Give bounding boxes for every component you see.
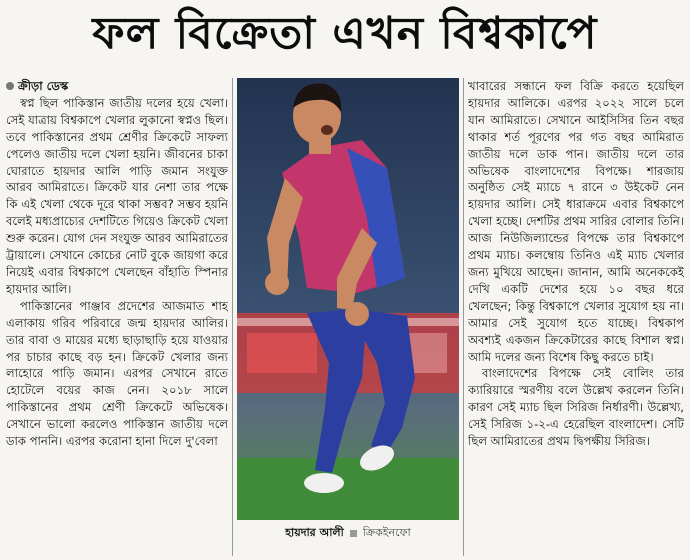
- byline-text: ক্রীড়া ডেস্ক: [18, 79, 69, 93]
- square-separator-icon: [350, 530, 357, 537]
- paragraph: বাংলাদেশের বিপক্ষে সেই বোলিং তার ক্যারিয়ারে স্মরণীয় বলে উল্লেখ করলেন তিনি। কারণ সেই ম্যাচ ছিল সিরিজ নির্ধারণী। উল্লেখ্য, সেই সিরিজ ১-২-এ হেরেছিল বাংলাদেশ। সেটি ছিল আমিরাতের প্রথম দ্বিপক্ষীয় সিরিজ।: [468, 366, 684, 449]
- byline: [6, 78, 228, 95]
- paragraph: খাবারের সন্ধানে ফল বিক্রি করতে হয়েছিল হায়দার আলিকে। এরপর ২০২২ সালে চলে যান আমিরাতে। সেখানে আইসিসির তিন বছর থাকার শর্ত পূরণের পর গত বছর আমিরাত জাতীয় দলে ডাক পান। জাতীয় দলে তার অভিষেক বাংলাদেশের বিপক্ষে। শারজায় অনুষ্ঠিত সেই ম্যাচে ৭ রানে ৩ উইকেট নেন হায়দার আলি। সেই ধারাক্রমে এবার বিশ্বকাপে খেলা হচ্ছে। দেশটির প্রথম সারির বোলার তিনি। আজ নিউজিল্যান্ডের বিপক্ষে তার বিশ্বকাপে প্রথম ম্যাচ। কলম্বোয় তিনিও এই ম্যাচ খেলার জন্য মুখিয়ে আছেন। জানান, আমি অনেককেই দেখি একটি দেশের হয়ে ১০ বছর ধরে খেলছেন; কিন্তু বিশ্বকাপে খেলার সুযোগ হয় না। আমার সেই সুযোগ হতে যাচ্ছে। বিশ্বকাপ অবশ্যই একজন ক্রিকেটারের কাছে বিশাল স্বপ্ন। আমি দলের জন্য বিশেষ কিছু করতে চাই।: [468, 79, 684, 364]
- paragraph: পাকিস্তানের পাঞ্জাব প্রদেশের আজমাত শাহ এলাকায় গরিব পরিবারে জন্ম হায়দার আলির। তার বাবা ও মায়ের মধ্যে ছাড়াছাড়ি হয়ে যাওয়ার পর চাচার কাছে বড় হন। ক্রিকেট খেলার জন্য লাহোরে পাড়ি জমান। এরপর সেখানে রাতে হোটেলে বয়ের কাজ নেন। ২০১৮ সালে পাকিস্তানের প্রথম শ্রেণী ক্রিকেটে অভিষেক। সেখানে ভালো করলেও পাকিস্তান জাতীয় দলে ডাক পাননি। এরপর করোনা হানা দিলে দু'বেলা: [6, 298, 228, 449]
- caption-name: হায়দার আলী: [285, 525, 344, 539]
- photo-caption: [237, 522, 459, 544]
- headline: ফল বিক্রেতা এখন বিশ্বকাপে: [92, 7, 598, 59]
- bullet-icon: [6, 82, 14, 90]
- article-column-left: [6, 78, 228, 556]
- article-column-right: [468, 78, 684, 556]
- caption-credit: ক্রিকইনফো: [362, 525, 411, 539]
- cricketer-bowling-image: [237, 78, 459, 520]
- player-photo: [237, 78, 459, 520]
- column-divider: [463, 78, 464, 556]
- paragraph: স্বপ্ন ছিল পাকিস্তান জাতীয় দলের হয়ে খেলা। সেই যাত্রায় বিশ্বকাপে খেলার লুকানো স্বপ্নও ছিল। তবে পাকিস্তানের প্রথম শ্রেণীর ক্রিকেটে সাফল্য পেলেও জাতীয় দলে খেলা হয়নি। জীবনের চাকা ঘোরাতে হায়দার আলি পাড়ি জমান সংযুক্ত আরব আমিরাতে। ক্রিকেট যার নেশা তার পক্ষে কি এই খেলা থেকে দূরে থাকা সম্ভব? সম্ভব হয়নি বলেই মধ্যপ্রাচ্যের দেশটিতে গিয়েও ক্রিকেট খেলা শুরু করেন। যোগ দেন সংযুক্ত আরব আমিরাতের ট্রায়ালে। সেখানে কোচের নোট বুকে জায়গা করে নিয়েই এবার বিশ্বকাপে খেলছেন বাঁহাতি স্পিনার হায়দার আলি।: [6, 95, 228, 296]
- column-divider: [232, 78, 233, 556]
